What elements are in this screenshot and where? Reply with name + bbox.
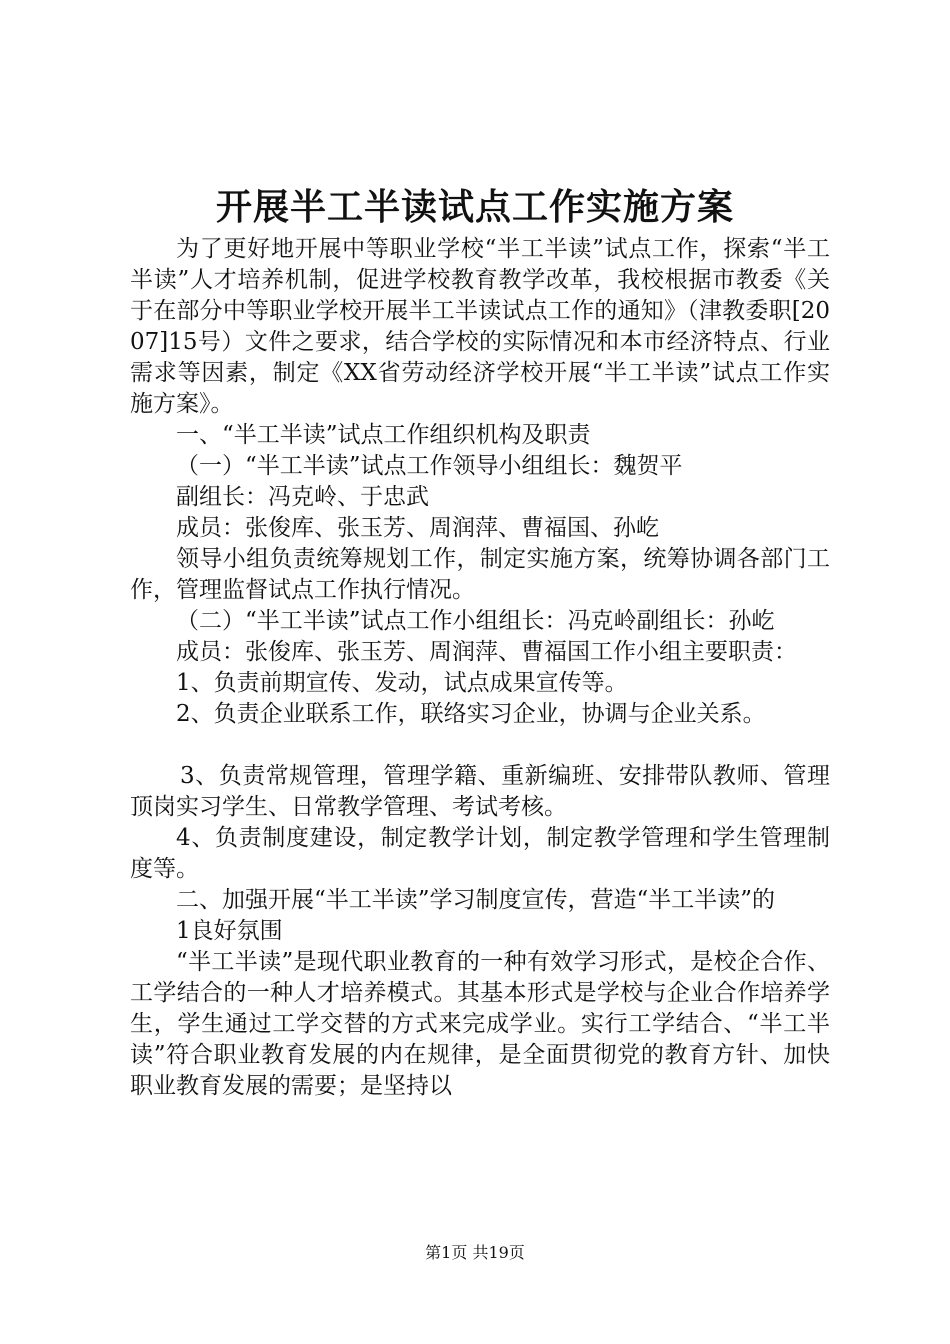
intro-paragraph: 为了更好地开展中等职业学校“半工半读”试点工作，探索“半工半读”人才培养机制，促进学校教育教学改革，我校根据市教委《关于在部分中等职业学校开展半工半读试点工作的通知》（津教委职[2007]15号）文件之要求，结合学校的实际情况和本市经济特点、行业需求等因素，制定《XX省劳动经济学校开展“半工半读”试点工作实施方案》。: [130, 236, 830, 417]
work-group-members: 成员：张俊库、张玉芳、周润萍、曹福国工作小组主要职责：: [176, 639, 797, 665]
duty-item-2: 2、负责企业联系工作，联络实习企业，协调与企业关系。: [176, 701, 766, 727]
section-heading-2-continued: 1良好氛围: [176, 918, 283, 944]
deputy-leaders-line: 副组长：冯克岭、于忠武: [176, 484, 429, 510]
half-work-half-study-paragraph: “半工半读”是现代职业教育的一种有效学习形式，是校企合作、工学结合的一种人才培养模式。其基本形式是学校与企业合作培养学生，学生通过工学交替的方式来完成学业。实行工学结合、“半工半读”符合职业教育发展的内在规律，是全面贯彻党的教育方针、加快职业教育发展的需要；是坚持以: [130, 949, 830, 1099]
page-footer: 第1页 共19页: [425, 1243, 525, 1262]
subsection-heading-2: （二）“半工半读”试点工作小组组长：冯克岭副组长：孙屹: [176, 608, 775, 634]
duty-item-3: 3、负责常规管理，管理学籍、重新编班、安排带队教师、管理顶岗实习学生、日常教学管理、考试考核。: [130, 763, 830, 820]
document-body: [130, 234, 830, 1102]
section-heading-2: 二、加强开展“半工半读”学习制度宣传，营造“半工半读”的: [176, 887, 776, 913]
subsection-heading-1: （一）“半工半读”试点工作领导小组组长：魏贺平: [176, 453, 683, 479]
blank-line: [130, 730, 830, 761]
section-heading-1: 一、“半工半读”试点工作组织机构及职责: [176, 422, 591, 448]
duty-item-4: 4、负责制度建设，制定教学计划，制定教学管理和学生管理制度等。: [130, 825, 830, 882]
duty-item-1: 1、负责前期宣传、发动，试点成果宣传等。: [176, 670, 628, 696]
document-title: 开展半工半读试点工作实施方案: [215, 186, 734, 228]
members-line: 成员：张俊库、张玉芳、周润萍、曹福国、孙屹: [176, 515, 659, 541]
leading-group-duties: 领导小组负责统筹规划工作，制定实施方案，统筹协调各部门工作，管理监督试点工作执行情况。: [130, 546, 830, 603]
